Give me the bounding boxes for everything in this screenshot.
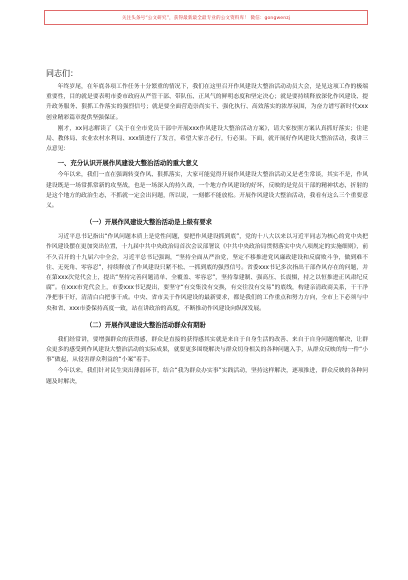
paragraph: 年终岁尾，在年底各项工作任务十分繁重的情况下，我们在这里召开作风建设大整治活动动员大会，是见这项工作的极端重要性，目的就是要表明市委市政府从严管干部、带队伍、正风气的鲜明态度和坚定决心；就是要持续释放深化作风建设、提升政务服务、狠抓工作落实的强烈信号；就是要全面营造崇尚实干、强化执行、高效落实的浓厚氛围，为奋力谱写新时代xxx创业精彩篇章提供坚强保证。 — [46, 84, 368, 121]
paragraph: 刚才，xx同志解读了《关于在全市党员干部中开展xxx作风建设大整治活动方案》，请大家按照方案认真抓好落实；住建局、教体局、农业农村水利局、xxx镇进行了发言，希望大家言必行，行必果。下面，就开展好作风建设大整治活动，我讲三点意见： — [46, 125, 368, 153]
document-body — [46, 82, 368, 388]
salutation: 同志们： — [46, 69, 78, 78]
section-heading: 一、充分认识开展作风建设大整治活动的重大意义 — [57, 159, 199, 168]
paragraph: 今年以来，我们针对民生突出薄弱环节，结合“我为群众办实事”实践活动，坚持这样解决，逐项推进，群众反映的各种问题及时解决， — [46, 368, 368, 385]
banner-text: 关注头条号“公文研究”，获得最新最全最专业的公文资料库！ 微信：gongwenzj — [121, 15, 291, 21]
paragraph: 今年以来，我们一直在强调转变作风、狠抓落实，大家可能觉得开展作风建设大整治活动又是老生常谈，其实不是，作风建设既是一场常抓常新的攻坚战，也是一场深入的持久战，一个地方作风建设的好坏，反映的是党员干部的精神状态，折射的是这个地方的政治生态，不抓就一定会出问题，所以说，一刻都不能放松。开展作风建设大整治活动，我看有这么三个重要意义。 — [46, 172, 368, 210]
paragraph: 我们经常讲，要增强群众的获得感，群众是直接的获得感其实就是来自于自身生活的改善、来自于自身问题的解决，让群众更多的感受到作风建设大整治活动的实际成果，就要更多围绕解决与群众切身相关的各种问题入手，从群众反映的每一件“小事”做起，从侵害群众利益的“小案”着手。 — [46, 336, 368, 364]
paragraph: 习近平总书记指出“作风问题本质上是党性问题，要把作风建设抓到底”，党的十八大以来以习近平同志为核心的党中央把作风建设摆在更加突出位置，十九届中共中央政治局首次会议部署议《中共中央政治局贯彻落实中央八项规定的实施细则》，前不久召开的十九届六中全会，习近平总书记强调，“坚持全面从严治党，坚定不移推进党风廉政建设和反腐败斗争，做到难不住、无死角、零容忍”，持续释放了作风建设只紧不松、一抓到底的强烈信号。省委xxx书记多次指出干部作风存在的问题，并在第xxx次党代会上，提出“坚持完善问题清单、全覆盖、零容忍”，坚持靠建制、强高压、长震慑，持之以恒推进正风肃纪反腐”。在xxx市党代会上，市委xxx书记提出，要坚守“有交集没有交换，有交往没有交易”的底线，构建亲清政商关系，干干净净把事干好，清清白白把事干成。中央、省市关于作风建设的最新要求，都是我们的工作重点和努力方向，全市上下必须与中央和省、xxx市委保持高度一致，站在讲政治的高度，不断推动作风建设向纵深发展。 — [46, 234, 368, 312]
subsection-heading: （二）开展作风建设大整治活动群众有期盼 — [86, 321, 206, 329]
header-banner — [44, 10, 368, 25]
subsection-heading: （一）开展作风建设大整治活动是上级有要求 — [86, 219, 212, 227]
